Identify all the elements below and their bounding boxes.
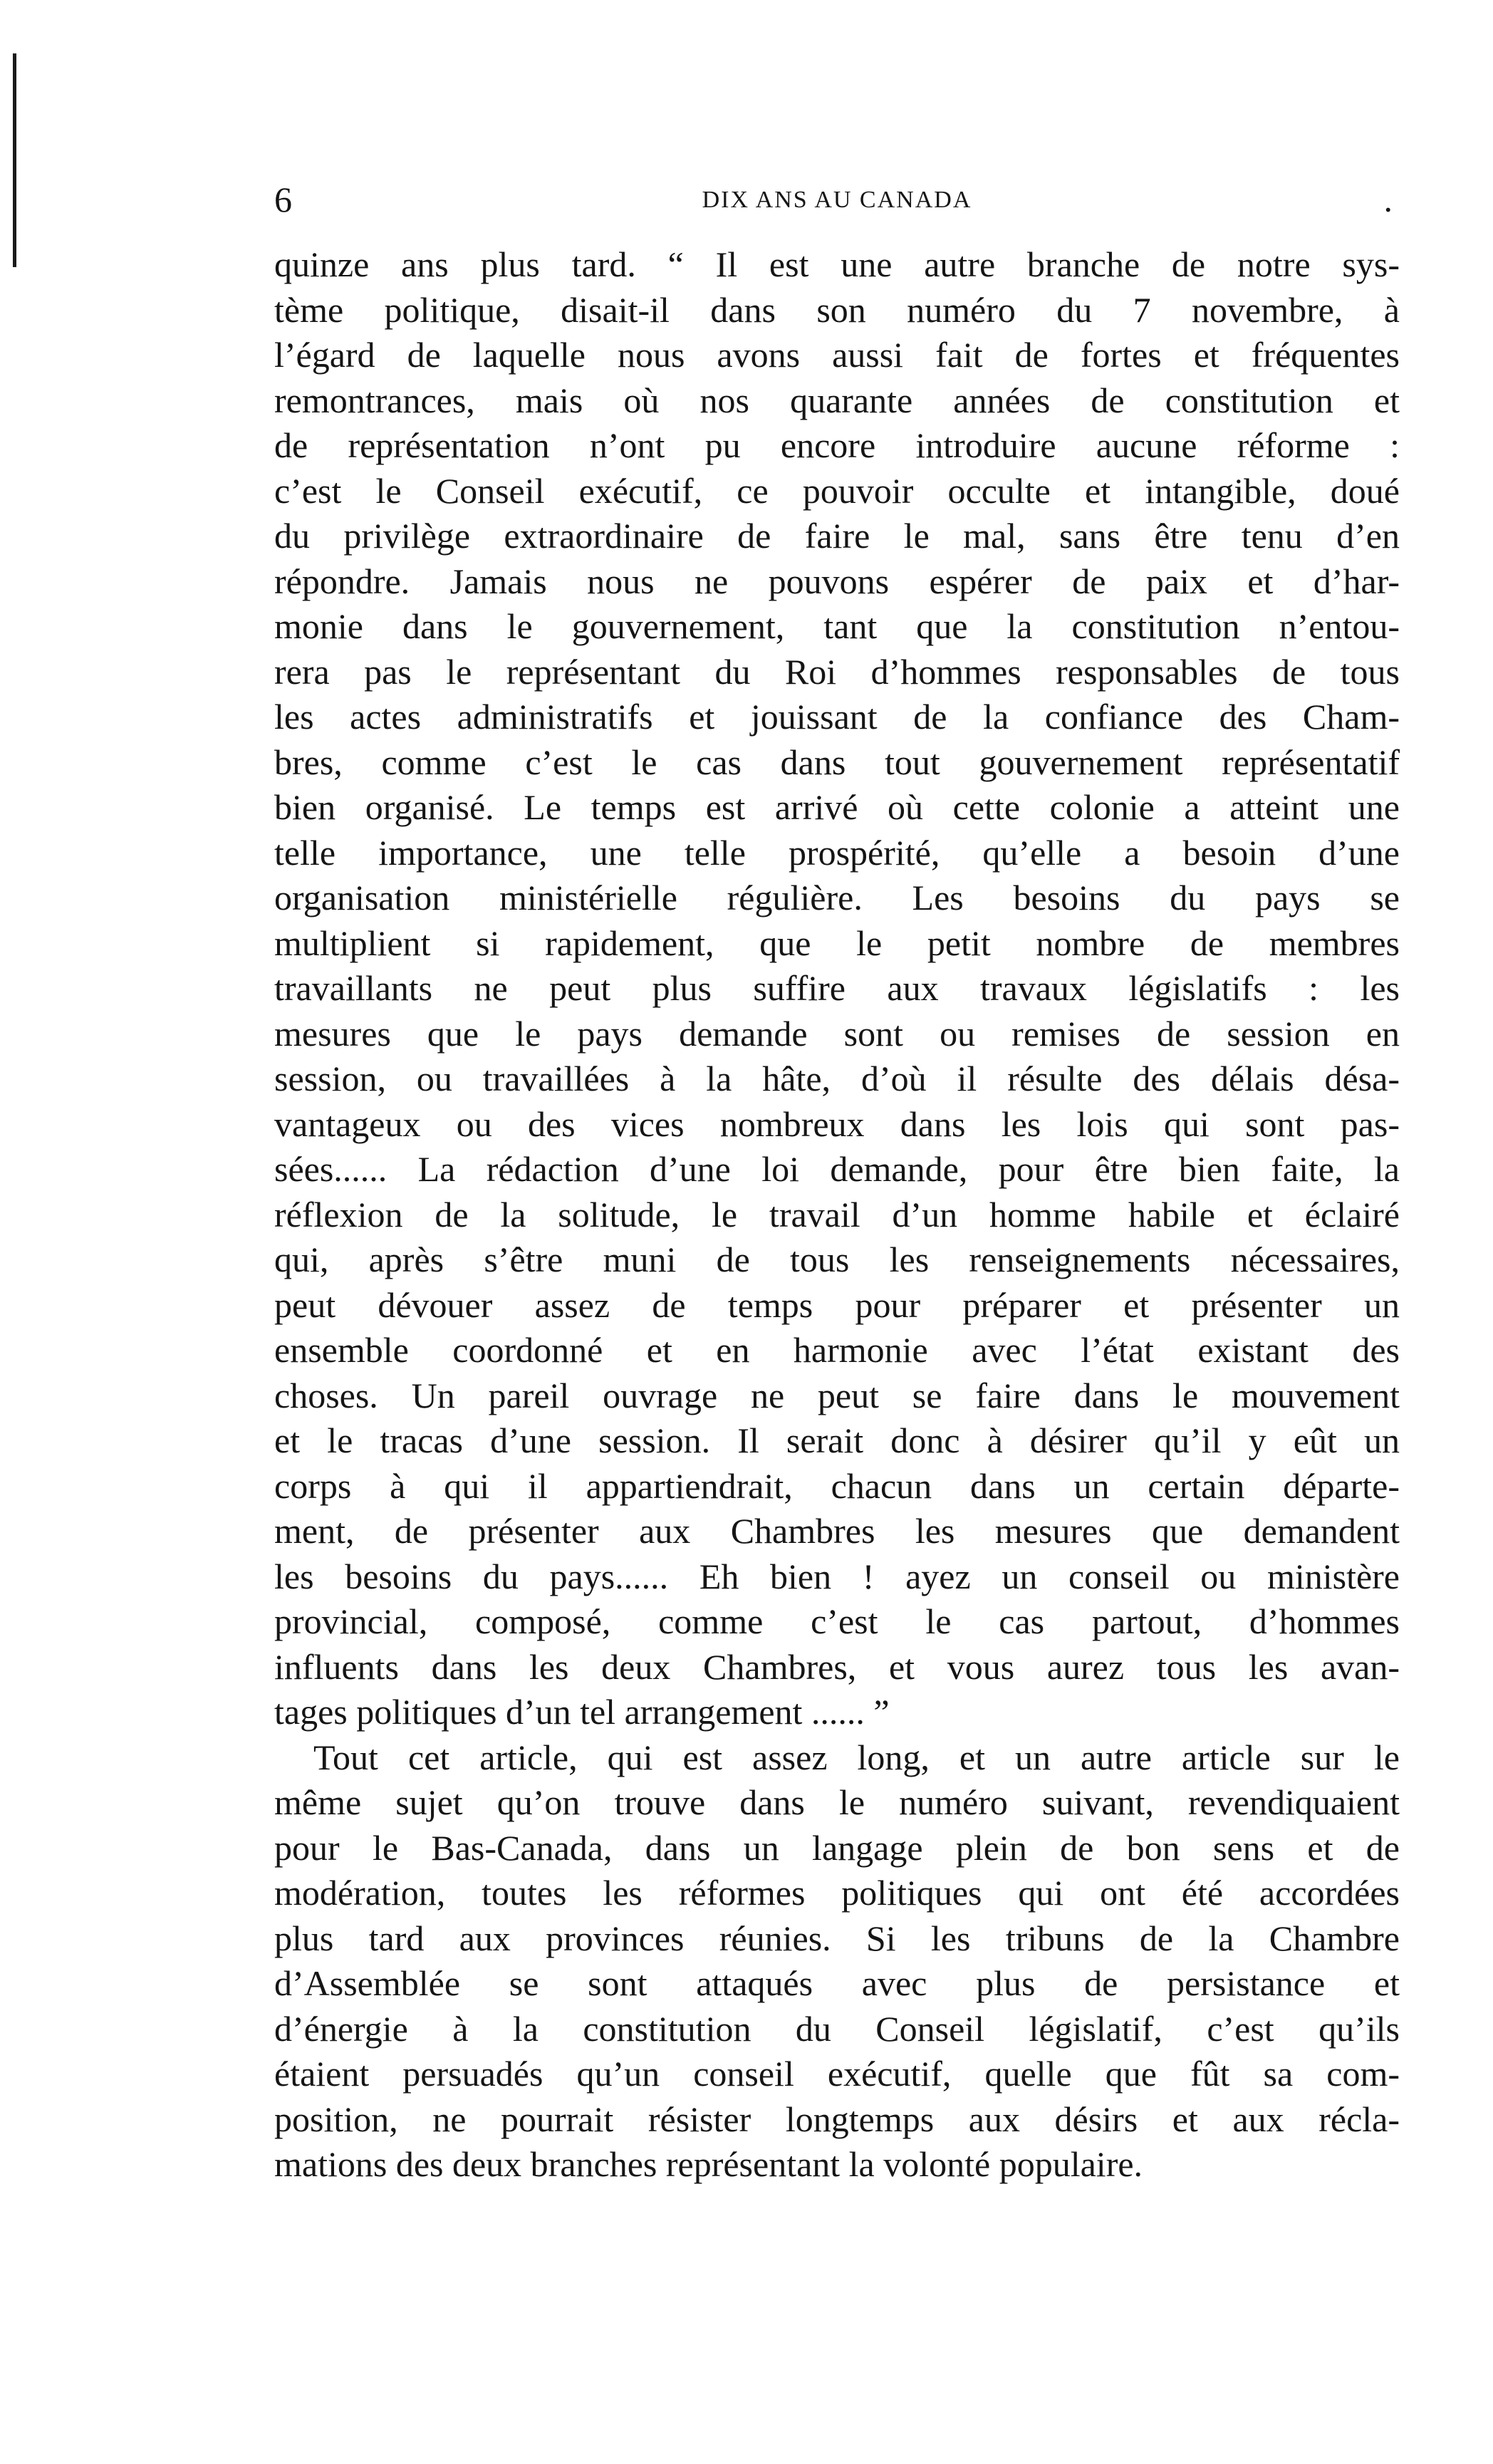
page-number: 6 (274, 180, 292, 219)
header-dot: . (1383, 180, 1393, 219)
text-line: tages politiques d’un tel arrangement ...... ” (274, 1692, 890, 1732)
text-line: bres, comme c’est le cas dans tout gouvernement représentatif (274, 742, 1400, 782)
text-line: multiplient si rapidement, que le petit nombre de membres (274, 922, 1400, 963)
text-line: position, ne pourrait résister longtemps aux désirs et aux récla- (274, 2099, 1400, 2139)
text-line: travaillants ne peut plus suffire aux travaux législatifs : les (274, 968, 1400, 1008)
text-line: Tout cet article, qui est assez long, et un autre article sur le (313, 1737, 1400, 1777)
text-line: corps à qui il appartiendrait, chacun dans un certain départe- (274, 1465, 1400, 1506)
text-line: organisation ministérielle régulière. Les besoins du pays se (274, 878, 1400, 917)
text-line: mations des deux branches représentant la volonté populaire. (274, 2144, 1143, 2184)
text-line: les besoins du pays...... Eh bien ! ayez un conseil ou ministère (274, 1556, 1400, 1596)
text-line: mesures que le pays demande sont ou remises de session en (274, 1013, 1400, 1054)
text-line: qui, après s’être muni de tous les renseignements nécessaires, (274, 1239, 1400, 1279)
text-line: provincial, composé, comme c’est le cas partout, d’hommes (274, 1601, 1400, 1641)
text-line: d’énergie à la constitution du Conseil législatif, c’est qu’ils (274, 2008, 1400, 2049)
text-line: ment, de présenter aux Chambres les mesures que demandent (274, 1511, 1400, 1551)
text-line: et le tracas d’une session. Il serait donc à désirer qu’il y eût un (274, 1420, 1400, 1460)
text-line: pour le Bas-Canada, dans un langage plein de bon sens et de (274, 1827, 1400, 1868)
text-line: telle importance, une telle prospérité, qu’elle a besoin d’une (274, 832, 1400, 873)
text-line: choses. Un pareil ouvrage ne peut se faire dans le mouvement (274, 1375, 1400, 1415)
text-line: modération, toutes les réformes politiques qui ont été accordées (274, 1873, 1400, 1913)
text-line: tème politique, disait-il dans son numéro du 7 novembre, à (274, 289, 1400, 330)
running-title: DIX ANS AU CANADA (702, 187, 972, 213)
text-line: les actes administratifs et jouissant de la confiance des Cham- (274, 697, 1400, 737)
text-line: quinze ans plus tard. “ Il est une autre branche de notre sys- (274, 244, 1400, 284)
text-line: remontrances, mais où nos quarante années de constitution et (274, 380, 1400, 420)
text-line: même sujet qu’on trouve dans le numéro suivant, revendiquaient (274, 1782, 1400, 1822)
text-line: de représentation n’ont pu encore introduire aucune réforme : (274, 425, 1400, 465)
scan-margin-rule (13, 53, 16, 267)
text-line: sées...... La rédaction d’une loi demande, pour être bien faite, la (274, 1149, 1400, 1189)
text-line: session, ou travaillées à la hâte, d’où il résulte des délais désa- (274, 1059, 1400, 1098)
text-line: peut dévouer assez de temps pour préparer et présenter un (274, 1284, 1400, 1325)
text-line: du privilège extraordinaire de faire le mal, sans être tenu d’en (274, 516, 1400, 556)
text-line: influents dans les deux Chambres, et vous aurez tous les avan- (274, 1646, 1400, 1687)
text-line: rera pas le représentant du Roi d’hommes responsables de tous (274, 651, 1400, 692)
text-line: répondre. Jamais nous ne pouvons espérer de paix et d’har- (274, 561, 1400, 601)
text-line: vantageux ou des vices nombreux dans les lois qui sont pas- (274, 1103, 1400, 1144)
text-line: plus tard aux provinces réunies. Si les tribuns de la Chambre (274, 1918, 1400, 1958)
text-line: c’est le Conseil exécutif, ce pouvoir occulte et intangible, doué (274, 470, 1400, 511)
text-line: l’égard de laquelle nous avons aussi fait de fortes et fréquentes (274, 335, 1400, 375)
paragraph (274, 1735, 1400, 2188)
text-line: étaient persuadés qu’un conseil exécutif, quelle que fût sa com- (274, 2054, 1400, 2094)
text-line: bien organisé. Le temps est arrivé où cette colonie a atteint une (274, 787, 1400, 827)
text-line: réflexion de la solitude, le travail d’un homme habile et éclairé (274, 1194, 1400, 1234)
body-text (274, 242, 1400, 2188)
text-line: monie dans le gouvernement, tant que la constitution n’entou- (274, 606, 1400, 646)
paragraph (274, 242, 1400, 1735)
text-line: ensemble coordonné et en harmonie avec l’état existant des (274, 1330, 1400, 1370)
page-header (274, 178, 1400, 221)
text-line: d’Assemblée se sont attaqués avec plus de persistance et (274, 1963, 1400, 2003)
